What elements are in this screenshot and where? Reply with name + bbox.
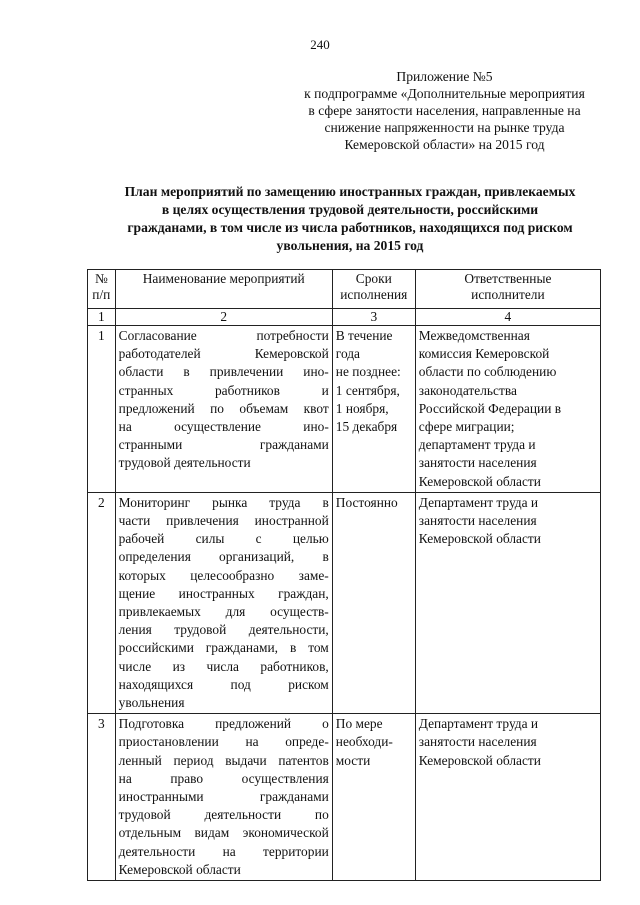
event-name-line: странными гражданами [118,437,329,453]
event-name-line: иностранными гражданами [118,789,329,805]
event-name-line: находящихся под риском [118,676,329,692]
event-responsible-line: комиссия Кемеровской [418,346,550,362]
event-name-line: которых целесообразно заме- [118,567,329,583]
column-number-row [88,309,601,326]
event-name-line: числе из числа работников, [118,658,329,674]
event-name-line: ления трудовой деятельности, [118,622,329,638]
table-header-row [88,270,601,309]
event-term-line: По мере [335,716,383,732]
event-responsible-line: Департамент труда и [418,494,539,510]
event-name-line: щение иностранных граждан, [118,585,329,601]
event-name-line: ленный период выдачи патентов [118,752,329,768]
event-term-line: Постоянно [335,494,398,510]
header-term [332,270,415,309]
event-name-line: части привлечения иностранной [118,513,329,529]
header-num-line: п/п [92,287,111,302]
event-responsible-line: департамент труда и [418,437,536,453]
row-number: 3 [88,714,116,881]
header-term-line: Сроки [355,271,392,286]
header-resp-line: исполнители [471,287,545,302]
event-name-line: российскими гражданами, в том [118,640,329,656]
event-responsible-line: сфере миграции; [418,419,515,435]
column-number: 3 [332,309,415,326]
event-term-line: необходи- [335,734,393,750]
annex-line: к подпрограмме «Дополнительные мероприятия [304,86,585,101]
annex-line: Кемеровской области» на 2015 год [344,137,545,152]
event-name-line: деятельности на территории [118,843,329,859]
event-name-line: определения организаций, в [118,549,329,565]
event-name-line: увольнения [118,695,185,711]
event-responsible-line: занятости населения [418,513,537,529]
event-responsible-line: занятости населения [418,734,537,750]
event-term-line: 15 декабря [335,419,398,435]
event-name-line: Подготовка предложений о [118,716,329,732]
event-name [115,326,332,493]
event-term-line: мости [335,752,371,768]
event-responsible-line: Межведомственная [418,328,530,343]
event-name-line: работодателей Кемеровской [118,346,329,362]
event-term-line: не позднее: [335,364,401,380]
header-resp [415,270,600,309]
event-responsible [415,492,600,713]
event-responsible-line: занятости населения [418,455,537,471]
event-responsible [415,326,600,493]
row-number: 2 [88,492,116,713]
plan-table [87,269,601,881]
header-num-line: № [94,271,108,286]
header-name-line: Наименование мероприятий [142,271,305,286]
event-responsible-line: Российской Федерации в [418,400,562,416]
event-term [332,492,415,713]
column-number: 1 [88,309,116,326]
header-name [115,270,332,309]
header-resp-line: Ответственные [464,271,552,286]
header-term-line: исполнения [340,287,408,302]
event-name-line: Мониторинг рынка труда в [118,494,329,510]
event-term-line: 1 сентября, [335,382,400,398]
event-name-line: странных работников и [118,382,329,398]
column-number: 2 [115,309,332,326]
annex-line: Приложение №5 [396,69,493,84]
event-term-line: 1 ноября, [335,400,389,416]
event-responsible-line: Департамент труда и [418,716,539,732]
event-name-line: рабочей силы с целью [118,531,329,547]
event-responsible [415,714,600,881]
table-body [88,326,601,881]
document-title [60,183,640,255]
row-number: 1 [88,326,116,493]
title-line: в целях осуществления трудовой деятельности, российскими [161,202,539,217]
event-responsible-line: законодательства [418,382,517,398]
event-name-line: привлекаемых для осуществ- [118,604,329,620]
page-number: 240 [310,37,330,52]
event-responsible-line: Кемеровской области [418,752,541,768]
table-row [88,714,601,881]
event-name-line: предложений по объемам квот [118,400,329,416]
event-name-line: трудовой деятельности по [118,807,329,823]
table-row [88,492,601,713]
column-number: 4 [415,309,600,326]
event-name [115,714,332,881]
event-responsible-line: области по соблюдению [418,364,557,380]
event-name-line: трудовой деятельности [118,455,251,471]
header-num [88,270,116,309]
title-line: гражданами, в том числе из числа работников, находящихся под риском [127,220,573,235]
title-line: увольнения, на 2015 год [276,238,424,253]
event-name-line: на осуществление ино- [118,419,329,435]
event-responsible-line: Кемеровской области [418,473,541,489]
title-line: План мероприятий по замещению иностранных граждан, привлекаемых [124,184,576,199]
event-name-line: Согласование потребности [118,328,329,343]
event-term [332,714,415,881]
event-responsible-line: Кемеровской области [418,531,541,547]
event-name-line: Кемеровской области [118,861,241,877]
annex-header [262,68,627,153]
event-term-line: года [335,346,361,362]
event-term [332,326,415,493]
annex-line: снижение напряженности на рынке труда [324,120,565,135]
event-name-line: на право осуществления [118,770,329,786]
event-name-line: отдельным видам экономической [118,825,329,841]
annex-line: в сфере занятости населения, направленные на [308,103,581,118]
event-term-line: В течение [335,328,393,343]
table-row [88,326,601,493]
event-name [115,492,332,713]
event-name-line: приостановлении на опреде- [118,734,329,750]
event-name-line: области в привлечении ино- [118,364,329,380]
